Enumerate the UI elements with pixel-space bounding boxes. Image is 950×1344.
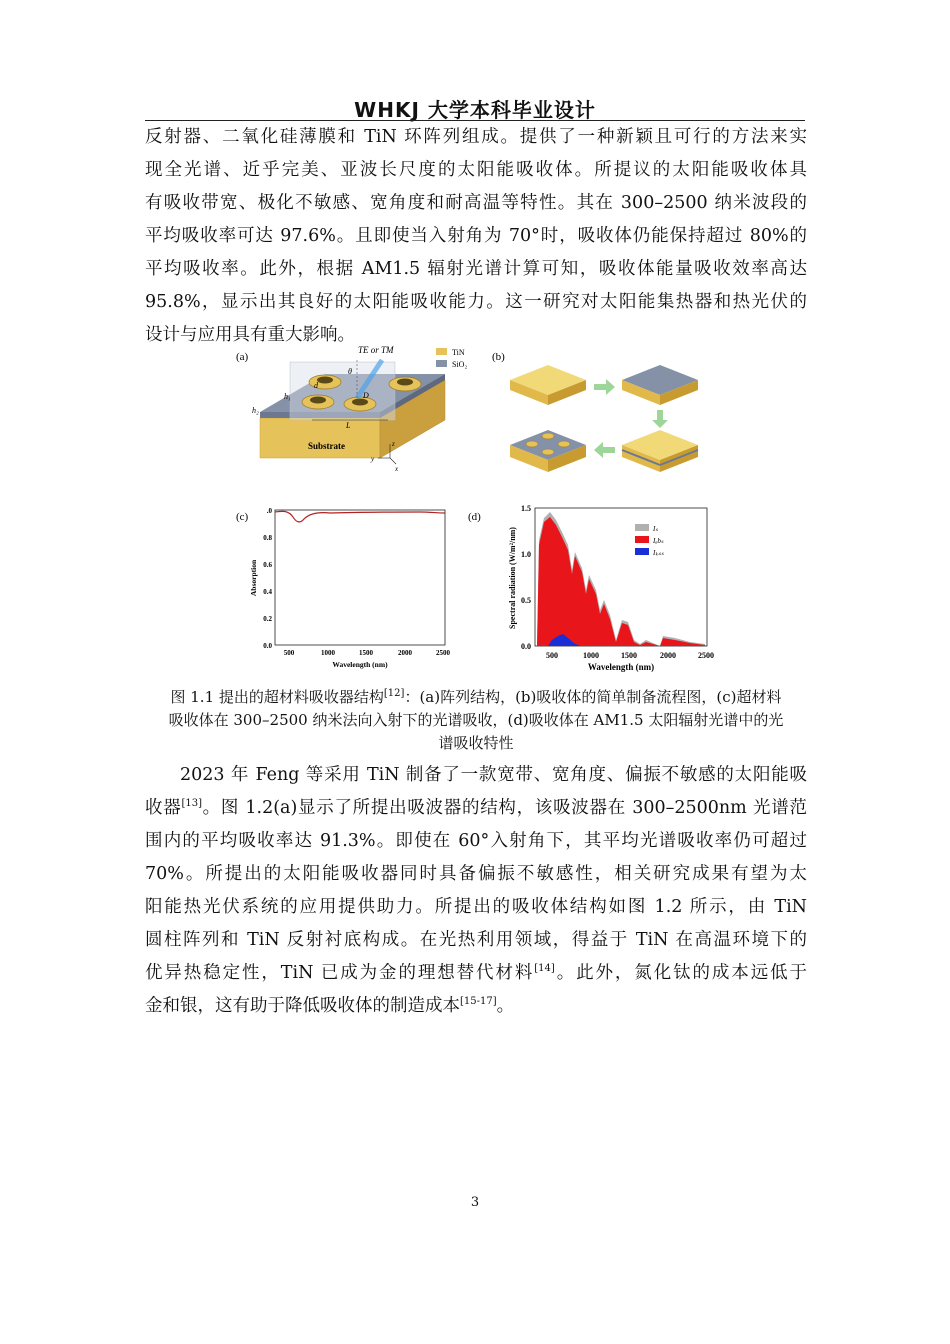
d-xlabel: Wavelength (nm) <box>587 662 655 672</box>
legend-swatch-isun <box>635 524 649 531</box>
c-ylabel: Absorption <box>249 559 258 597</box>
panel-a <box>236 345 467 473</box>
c-xtick: 2500 <box>436 649 450 657</box>
panel-b <box>492 351 698 472</box>
dim-h2: h₂ <box>252 406 259 415</box>
caption-ref: [12] <box>383 688 405 699</box>
caption-text: 图 1.1 提出的超材料吸收器结构 <box>170 688 384 706</box>
panel-b-label: (b) <box>492 351 505 363</box>
c-ytick: .0 <box>266 507 272 515</box>
d-xtick: 1500 <box>621 651 637 660</box>
c-ytick: 0.4 <box>263 588 272 596</box>
d-xtick: 2000 <box>660 651 676 660</box>
d-legend-iabs: Iₐbₛ <box>653 537 664 545</box>
c-ytick: 0.2 <box>263 615 272 623</box>
paragraph-line: 平均吸收率可达 97.6%。且即使当入射角为 70°时，吸收体仍能保持超过 80%的 <box>145 226 807 246</box>
d-xtick: 2500 <box>698 651 714 660</box>
substrate-label: Substrate <box>308 441 346 451</box>
paragraph-line: 阳能热光伏系统的应用提供助力。所提出的吸收体结构如图 1.2 所示，由 TiN <box>145 897 807 917</box>
figure-caption <box>145 686 807 755</box>
paragraph-text: 优异热稳定性，TiN 已成为金的理想替代材料 <box>145 963 535 983</box>
c-xtick: 1000 <box>321 649 335 657</box>
c-ytick: 0.8 <box>263 534 272 542</box>
legend-swatch-sio2 <box>436 360 447 367</box>
absorption-curve <box>275 511 445 522</box>
paragraph-line: 95.8%，显示出其良好的太阳能吸收能力。这一研究对太阳能集热器和热光伏的 <box>145 292 807 312</box>
c-ytick: 0.0 <box>263 642 272 650</box>
c-xtick: 2000 <box>398 649 412 657</box>
dim-D: D <box>363 391 369 400</box>
paragraph-line <box>145 957 807 990</box>
figure-1-1 <box>230 340 720 680</box>
paragraph-line: 现全光谱、近乎完美、亚波长尺度的太阳能吸收体。所提议的太阳能吸收体具 <box>145 160 807 180</box>
panel-d <box>468 504 714 672</box>
legend-swatch-tin <box>436 348 447 355</box>
d-legend-isun: Iₛ <box>653 525 658 533</box>
paragraph-line: 平均吸收率。此外，根据 AM1.5 辐射光谱计算可知，吸收体能量吸收效率高达 <box>145 259 807 279</box>
theta-label: θ <box>348 367 352 376</box>
c-xlabel: Wavelength (nm) <box>332 660 388 669</box>
incident-label: TE or TM <box>358 345 394 355</box>
c-xtick: 500 <box>283 649 295 657</box>
paragraph-line <box>145 792 807 825</box>
d-ytick: 1.0 <box>521 550 531 559</box>
panel-c-label: (c) <box>236 511 249 523</box>
figure-graphic <box>230 340 720 680</box>
paragraph-text: 收器 <box>145 798 182 818</box>
paragraph-text: 。图 1.2(a)显示了所提出吸波器的结构，该吸波器在 300–2500nm 光谱范 <box>201 798 807 818</box>
paragraph-line: 有吸收带宽、极化不敏感、宽角度和耐高温等特性。其在 300–2500 纳米波段的 <box>145 193 807 213</box>
paragraph-line: 设计与应用具有重大影响。 <box>145 325 355 345</box>
axis-y: y <box>371 455 375 463</box>
paragraph-line: 反射器、二氧化硅薄膜和 TiN 环阵列组成。提供了一种新颖且可行的方法来实 <box>145 127 807 147</box>
citation: [14] <box>534 963 555 975</box>
citation: [15-17] <box>460 996 497 1008</box>
dim-d: d <box>314 381 318 390</box>
c-ytick: 0.6 <box>263 561 272 569</box>
d-ytick: 0.5 <box>521 596 531 605</box>
legend-swatch-iloss <box>635 548 649 555</box>
legend-swatch-iabs <box>635 536 649 543</box>
caption-line: 吸收体在 300–2500 纳米法向入射下的光谱吸收，(d)吸收体在 AM1.5 太阳辐射光谱中的光 <box>168 711 784 729</box>
panel-d-label: (d) <box>468 511 481 523</box>
paragraph-text: 。 <box>496 996 515 1016</box>
d-xtick: 500 <box>546 651 558 660</box>
d-legend-iloss: Iₗₒₛₛ <box>653 549 664 557</box>
d-ytick: 1.5 <box>521 504 531 513</box>
d-xtick: 1000 <box>583 651 599 660</box>
paragraph-1 <box>145 121 807 352</box>
caption-text: ：(a)阵列结构，(b)吸收体的简单制备流程图，(c)超材料 <box>404 688 782 706</box>
paragraph-line: 2023 年 Feng 等采用 TiN 制备了一款宽带、宽角度、偏振不敏感的太阳能吸 <box>180 765 807 785</box>
page-header: WHKJ 大学本科毕业设计 <box>354 98 596 122</box>
panel-c <box>236 507 451 669</box>
paragraph-line: 圆柱阵列和 TiN 反射衬底构成。在光热利用领域，得益于 TiN 在高温环境下的 <box>145 930 807 950</box>
dim-h1: h₁ <box>284 392 291 401</box>
legend-tin: TiN <box>452 348 465 357</box>
axis-x: x <box>395 465 399 473</box>
paragraph-2 <box>145 759 807 1023</box>
c-xtick: 1500 <box>359 649 373 657</box>
legend-sio2: SiO₂ <box>452 360 468 369</box>
caption-line <box>145 686 807 709</box>
citation: [13] <box>181 798 202 810</box>
page-number: 3 <box>470 1195 480 1210</box>
paragraph-line <box>145 990 807 1023</box>
panel-a-label: (a) <box>236 351 249 363</box>
paragraph-line: 70%。所提出的太阳能吸收器同时具备偏振不敏感性，相关研究成果有望为太 <box>145 864 807 884</box>
paragraph-text: 。此外，氮化钛的成本远低于 <box>554 963 808 983</box>
d-ytick: 0.0 <box>521 642 531 651</box>
caption-line: 谱吸收特性 <box>438 734 514 752</box>
paragraph-line: 围内的平均吸收率达 91.3%。即使在 60°入射角下，其平均光谱吸收率仍可超过 <box>145 831 807 851</box>
dim-L: L <box>346 421 351 430</box>
paragraph-text: 金和银，这有助于降低吸收体的制造成本 <box>145 996 460 1016</box>
axis-z: z <box>392 440 395 448</box>
d-ylabel: Spectral radiation (W/m²/nm) <box>508 527 517 629</box>
